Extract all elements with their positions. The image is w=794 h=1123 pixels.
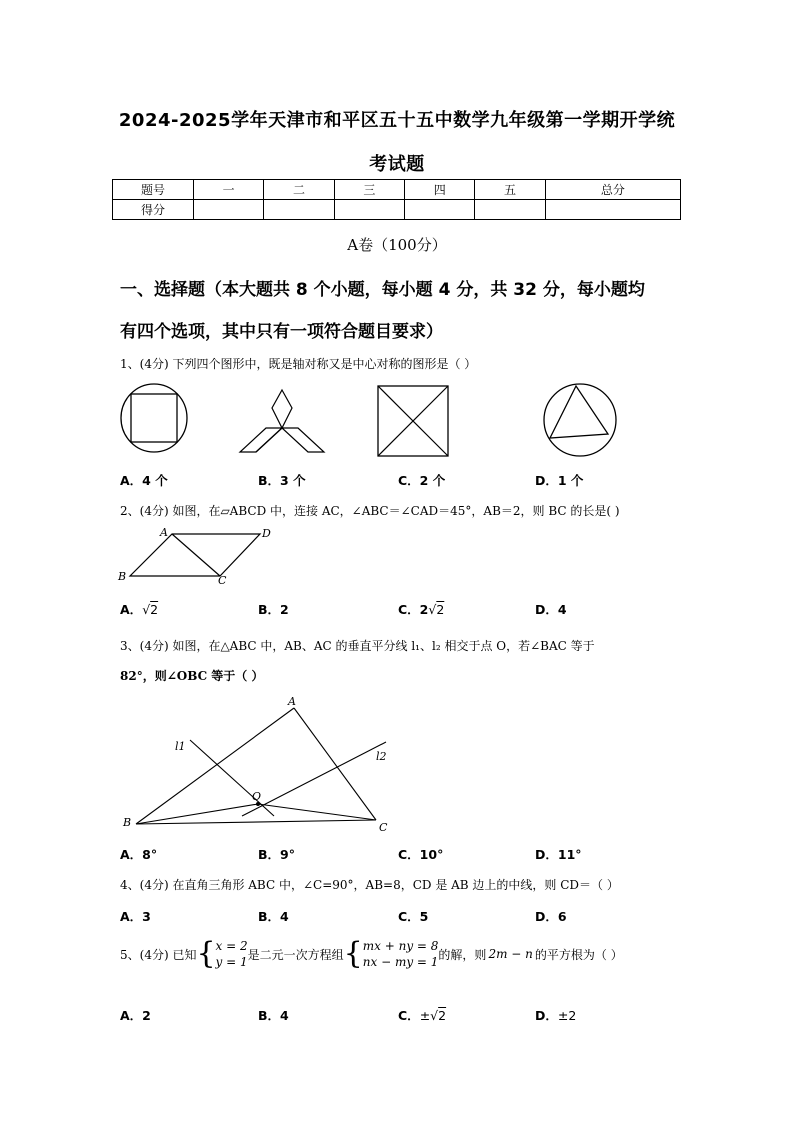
q1-figure-three-rhombi <box>236 388 328 456</box>
question-3-text-line-2: 82°，则∠OBC 等于（ ） <box>120 669 264 683</box>
q1-figure-circle-triangle <box>540 382 620 458</box>
q5-eq-1: mx + ny = 8 <box>362 939 439 953</box>
q2-option-a[interactable]: A．√2 <box>120 602 159 617</box>
q2-option-c-sqrt: 2 <box>436 602 445 617</box>
q5-option-d-label: D． <box>535 1008 558 1023</box>
q3-option-b[interactable]: B．9° <box>258 847 295 862</box>
score-table-cell[interactable] <box>194 200 264 220</box>
part1-heading-line-1: 一、选择题（本大题共 8 个小题，每小题 4 分，共 32 分，每小题均 <box>120 280 645 300</box>
q5-option-c-sqrt: 2 <box>438 1008 447 1023</box>
q2-label-b: B <box>118 570 127 583</box>
q4-option-a[interactable]: A．3 <box>120 909 151 924</box>
q2-option-c-label: C．2 <box>398 602 429 617</box>
title-line-1: 2024-2025学年天津市和平区五十五中数学九年级第一学期开学统 <box>118 110 676 131</box>
q1-option-c[interactable]: C．2 个 <box>398 473 446 488</box>
q5-option-a[interactable]: A．2 <box>120 1008 151 1023</box>
q2-figure-parallelogram <box>116 524 276 586</box>
score-table <box>112 179 681 220</box>
score-table-cell: 题号 <box>113 180 194 200</box>
score-table-cell: 四 <box>405 180 475 200</box>
question-5-text <box>120 938 623 970</box>
q2-option-a-label: A． <box>120 602 143 617</box>
q5-sol-2: y = 1 <box>215 955 248 969</box>
question-2-text: 2、(4分) 如图，在▱ABCD 中，连接 AC，∠ABC＝∠CAD＝45°，AB＝2，则 BC 的长是( ) <box>120 504 620 518</box>
q4-option-d[interactable]: D．6 <box>535 909 567 924</box>
part1-heading-line-2: 有四个选项，其中只有一项符合题目要求） <box>120 322 443 342</box>
q2-option-d[interactable]: D．4 <box>535 602 567 617</box>
q2-label-a: A <box>160 526 168 539</box>
score-table-cell[interactable] <box>334 200 404 220</box>
q5-option-c-value: ± <box>419 1008 431 1023</box>
q5-option-c-label: C． <box>398 1008 420 1023</box>
question-4-text: 4、(4分) 在直角三角形 ABC 中，∠C=90°，AB=8，CD 是 AB 边上的中线，则 CD＝（ ） <box>120 878 619 892</box>
q5-suffix-b: 的平方根为（ ） <box>534 947 623 962</box>
q5-solution-system <box>216 938 248 970</box>
q3-label-a: A <box>288 695 296 708</box>
score-table-cell: 总分 <box>545 180 680 200</box>
q3-label-l1: l1 <box>175 740 186 753</box>
q3-label-l2: l2 <box>376 750 387 763</box>
q5-option-c[interactable]: C．±√2 <box>398 1008 447 1023</box>
score-table-cell: 五 <box>475 180 545 200</box>
q5-brace-left-1: { <box>196 936 216 971</box>
question-3-text-line-1: 3、(4分) 如图，在△ABC 中，AB、AC 的垂直平分线 l₁、l₂ 相交于点 O，若∠BAC 等于 <box>120 639 595 653</box>
title-line-2: 考试题 <box>369 154 425 175</box>
score-table-score-row <box>113 200 681 220</box>
q5-brace-left-2: { <box>343 936 363 971</box>
q5-suffix-a: 的解，则 <box>438 947 487 962</box>
q4-option-b[interactable]: B．4 <box>258 909 289 924</box>
q5-expr: 2m − n <box>488 947 533 961</box>
q5-eq-2: nx − my = 1 <box>362 955 439 969</box>
q3-figure-triangle-bisectors <box>118 692 400 838</box>
score-table-cell: 二 <box>264 180 334 200</box>
score-table-cell[interactable] <box>545 200 680 220</box>
score-table-cell[interactable] <box>405 200 475 220</box>
q2-label-d: D <box>262 527 271 540</box>
q3-option-d[interactable]: D．11° <box>535 847 582 862</box>
q1-option-a[interactable]: A．4 个 <box>120 473 168 488</box>
q1-figure-square-diagonals <box>376 384 450 458</box>
q3-label-b: B <box>123 816 132 829</box>
score-table-cell[interactable] <box>475 200 545 220</box>
q5-option-d-value: ±2 <box>557 1008 577 1023</box>
q5-option-b[interactable]: B．4 <box>258 1008 289 1023</box>
q3-label-c: C <box>379 821 388 834</box>
q5-equation-system <box>363 938 439 970</box>
q3-label-o: O <box>252 790 262 803</box>
q5-prefix: 5、(4分) 已知 <box>120 947 197 962</box>
q2-option-c[interactable]: C．2√2 <box>398 602 445 617</box>
q2-label-c: C <box>218 574 227 586</box>
score-table-cell: 一 <box>194 180 264 200</box>
q2-option-b[interactable]: B．2 <box>258 602 289 617</box>
paper-section-title: A卷（100分） <box>347 236 447 254</box>
score-table-cell: 得分 <box>113 200 194 220</box>
score-table-cell[interactable] <box>264 200 334 220</box>
q1-figure-circle-square <box>118 382 190 454</box>
score-table-header-row <box>113 180 681 200</box>
q1-option-b[interactable]: B．3 个 <box>258 473 306 488</box>
q3-option-a[interactable]: A．8° <box>120 847 158 862</box>
q5-sol-1: x = 2 <box>215 939 248 953</box>
q2-option-a-sqrt: 2 <box>150 602 159 617</box>
question-1-text: 1、(4分) 下列四个图形中，既是轴对称又是中心对称的图形是（ ） <box>120 357 477 371</box>
q3-option-c[interactable]: C．10° <box>398 847 444 862</box>
q1-option-d[interactable]: D．1 个 <box>535 473 584 488</box>
q4-option-c[interactable]: C．5 <box>398 909 429 924</box>
q5-option-d[interactable] <box>535 1006 576 1024</box>
q5-middle: 是二元一次方程组 <box>247 947 344 962</box>
score-table-cell: 三 <box>334 180 404 200</box>
